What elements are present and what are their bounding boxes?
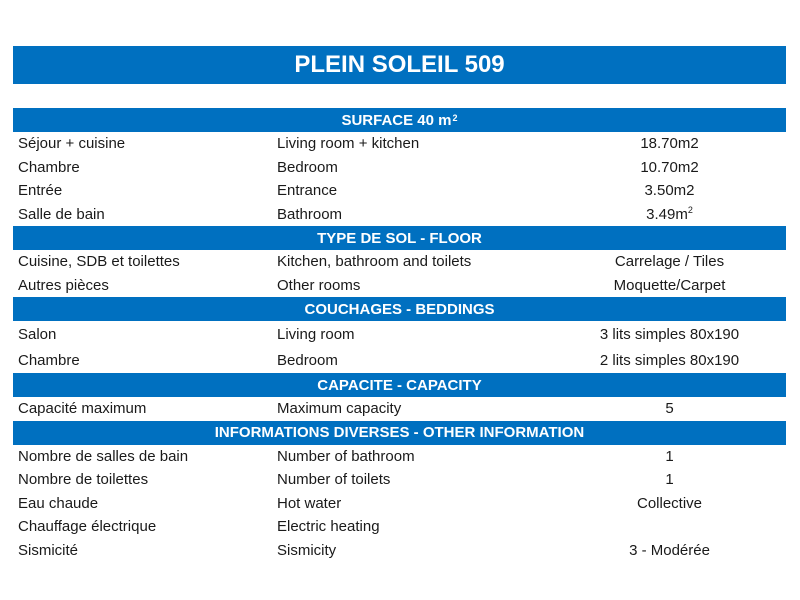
- label-fr: Salle de bain: [18, 205, 105, 223]
- table-row: [13, 274, 786, 298]
- value: 10.70m2: [640, 158, 699, 176]
- superscript: 2: [687, 205, 693, 216]
- label-en: Number of bathroom: [277, 447, 415, 465]
- label-fr: Chambre: [18, 351, 80, 369]
- label-fr: Séjour + cuisine: [18, 135, 126, 153]
- section-header-other-information: [13, 421, 786, 445]
- table-row: [13, 250, 786, 274]
- table-row: [13, 132, 786, 156]
- label-en: Sismicity: [277, 541, 337, 559]
- label-en: Electric heating: [277, 518, 380, 536]
- section-header-label: TYPE DE SOL - FLOOR: [317, 229, 482, 247]
- table-row: [13, 445, 786, 469]
- section-header-label: COUCHAGES - BEDDINGS: [304, 300, 495, 318]
- table-row: [13, 321, 786, 347]
- label-en: Bedroom: [277, 158, 338, 176]
- value: 3.50m2: [644, 182, 695, 200]
- label-en: Living room + kitchen: [277, 135, 420, 153]
- section-header-label: CAPACITE - CAPACITY: [317, 376, 482, 394]
- label-en: Bathroom: [277, 205, 343, 223]
- label-fr: Cuisine, SDB et toilettes: [18, 253, 180, 271]
- section-header-surface: [13, 108, 786, 132]
- label-en: Hot water: [277, 494, 342, 512]
- section-header-beddings: [13, 297, 786, 321]
- value: Collective: [636, 494, 703, 512]
- table-row: [13, 468, 786, 492]
- table-row: [13, 492, 786, 516]
- label-fr: Salon: [18, 325, 57, 343]
- label-fr: Chauffage électrique: [18, 518, 157, 536]
- section-header-capacity: [13, 373, 786, 397]
- table-row: [13, 539, 786, 563]
- label-fr: Nombre de salles de bain: [18, 447, 189, 465]
- value: 3 - Modérée: [629, 541, 710, 559]
- value: 5: [665, 400, 674, 418]
- label-en: Maximum capacity: [277, 400, 402, 418]
- label-en: Living room: [277, 325, 355, 343]
- table-row: [13, 515, 786, 539]
- label-fr: Capacité maximum: [18, 400, 147, 418]
- document-title: PLEIN SOLEIL 509: [13, 46, 786, 84]
- value: 3 lits simples 80x190: [599, 325, 740, 343]
- value: [553, 205, 786, 223]
- value: 2 lits simples 80x190: [599, 351, 740, 369]
- value: Moquette/Carpet: [613, 276, 726, 294]
- section-header-label: INFORMATIONS DIVERSES - OTHER INFORMATION: [214, 424, 585, 441]
- section-header-label: SURFACE 40 m: [341, 111, 452, 129]
- value: 1: [665, 447, 674, 465]
- label-en: Entrance: [277, 182, 338, 200]
- superscript: 2: [452, 113, 458, 123]
- section-header-floor: [13, 226, 786, 250]
- label-fr: Chambre: [18, 158, 80, 176]
- label-fr: Sismicité: [18, 541, 79, 559]
- label-en: Bedroom: [277, 351, 338, 369]
- value: Carrelage / Tiles: [614, 253, 725, 271]
- value: 18.70m2: [640, 135, 699, 153]
- label-fr: Entrée: [18, 182, 63, 200]
- table-row: [13, 397, 786, 421]
- label-fr: Autres pièces: [18, 276, 109, 294]
- table-row: [13, 203, 786, 227]
- value-text: 3.49m: [646, 206, 688, 224]
- value: 1: [665, 471, 674, 489]
- table-row: [13, 179, 786, 203]
- label-fr: Nombre de toilettes: [18, 471, 149, 489]
- table-row: [13, 347, 786, 373]
- label-en: Other rooms: [277, 276, 361, 294]
- label-en: Kitchen, bathroom and toilets: [277, 253, 472, 271]
- table-row: [13, 156, 786, 180]
- label-fr: Eau chaude: [18, 494, 99, 512]
- property-info-table: [13, 108, 786, 562]
- label-en: Number of toilets: [277, 471, 391, 489]
